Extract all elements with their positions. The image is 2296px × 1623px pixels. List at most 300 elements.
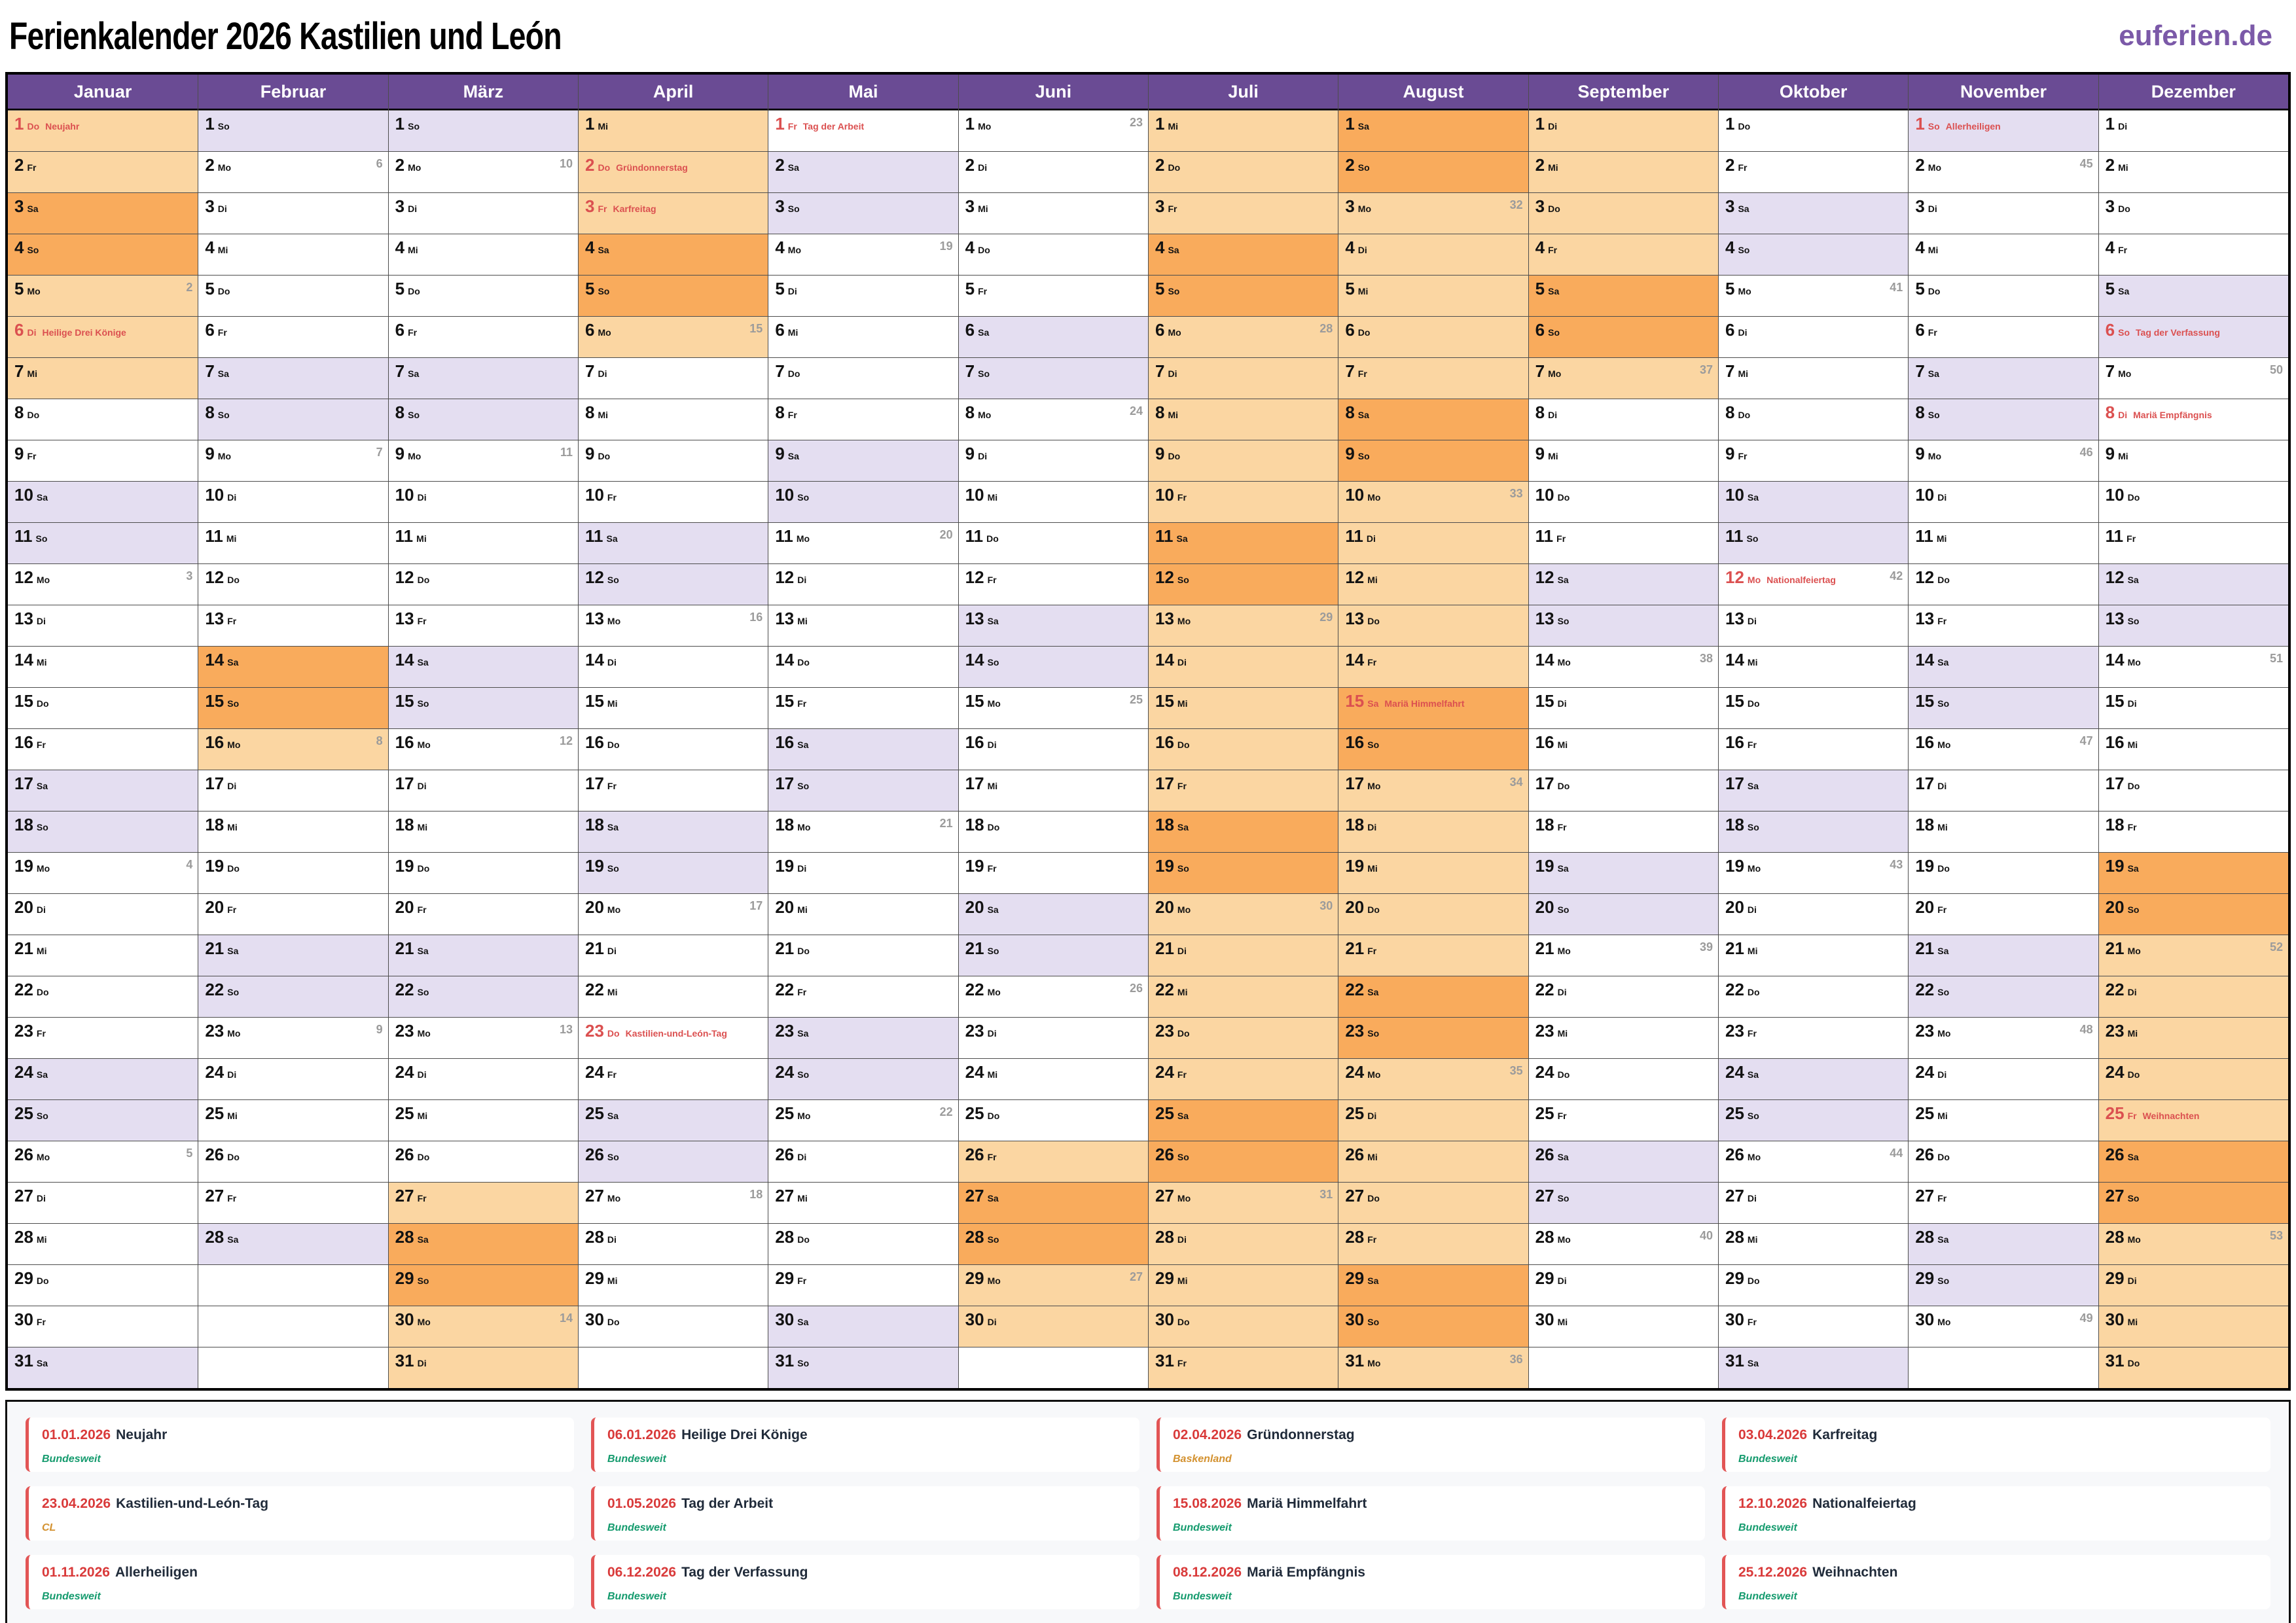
day-cell (579, 728, 768, 770)
week-number: 18 (749, 1188, 763, 1201)
day-cell (1529, 1099, 1718, 1141)
day-number: 30 (1915, 1310, 1935, 1329)
day-cell (1719, 1347, 1908, 1388)
month-column-9 (1528, 75, 1718, 1388)
day-cell (389, 1223, 578, 1264)
weekday-label: Mi (1557, 740, 1568, 750)
day-number: 28 (205, 1227, 224, 1247)
day-number: 20 (395, 897, 414, 917)
day-number: 31 (1725, 1351, 1744, 1370)
day-number: 12 (1915, 567, 1935, 587)
weekday-label: Sa (987, 1193, 999, 1204)
day-cell (1909, 770, 2098, 811)
weekday-label: Do (2127, 1358, 2140, 1368)
day-number: 27 (1915, 1186, 1935, 1205)
day-number: 19 (2105, 856, 2125, 876)
day-cell (1719, 605, 1908, 646)
weekday-label: Mo (598, 327, 611, 338)
weekday-label: Do (227, 575, 240, 585)
day-cell (959, 1306, 1148, 1347)
day-cell (2099, 1347, 2288, 1388)
weekday-label: Mo (1367, 781, 1381, 791)
day-cell (8, 976, 198, 1017)
day-cell (198, 1017, 387, 1058)
day-number: 24 (1725, 1062, 1744, 1082)
day-cell (1719, 1058, 1908, 1099)
day-cell (579, 605, 768, 646)
day-number: 26 (1915, 1145, 1935, 1164)
day-cell (1149, 687, 1338, 728)
day-number: 28 (585, 1227, 604, 1247)
day-cell (1529, 275, 1718, 316)
day-cell (1338, 481, 1528, 522)
day-cell (8, 440, 198, 481)
weekday-label: So (1177, 1152, 1189, 1162)
day-number: 6 (1345, 320, 1355, 340)
day-number: 23 (1915, 1021, 1935, 1041)
day-cell (8, 399, 198, 440)
week-number: 43 (1890, 858, 1903, 871)
weekday-label: So (1928, 410, 1940, 420)
day-number: 17 (585, 774, 604, 793)
day-cell (198, 1306, 387, 1347)
day-number: 19 (585, 856, 604, 876)
day-cell (1529, 316, 1718, 357)
day-cell (389, 728, 578, 770)
day-cell (1338, 893, 1528, 935)
weekday-label: Sa (787, 451, 799, 461)
weekday-label: Sa (1367, 1275, 1379, 1286)
day-cell (1719, 481, 1908, 522)
day-cell (2099, 605, 2288, 646)
week-number: 34 (1509, 776, 1523, 789)
weekday-label: Do (1168, 162, 1181, 173)
weekday-label: So (787, 204, 800, 214)
weekday-label: Mi (417, 1111, 428, 1121)
day-cell (1529, 646, 1718, 687)
weekday-label: Mo (987, 1275, 1001, 1286)
day-number: 2 (2105, 155, 2115, 175)
weekday-label: Sa (227, 1234, 239, 1245)
day-number: 15 (14, 691, 33, 711)
brand-logo-link[interactable]: euferien.de (2119, 20, 2272, 52)
day-number: 24 (775, 1062, 795, 1082)
day-cell (198, 316, 387, 357)
day-number: 18 (205, 815, 224, 834)
weekday-label: Mo (1367, 1358, 1381, 1368)
day-number: 26 (1345, 1145, 1365, 1164)
weekday-label: Do (217, 286, 230, 296)
day-cell (1719, 275, 1908, 316)
day-number: 21 (1155, 938, 1174, 958)
holiday-label: Tag der Arbeit (802, 121, 865, 132)
weekday-label: Mo (1548, 368, 1562, 379)
weekday-label: Di (1548, 121, 1558, 132)
weekday-label: Di (1177, 657, 1187, 668)
day-number: 12 (205, 567, 224, 587)
month-header: Mai (768, 75, 958, 110)
weekday-label: Mi (2127, 1028, 2138, 1039)
weekday-label: So (227, 987, 240, 997)
day-cell (959, 316, 1148, 357)
weekday-label: Mi (36, 1234, 47, 1245)
day-number: 16 (585, 732, 604, 752)
weekday-label: Mi (1738, 368, 1749, 379)
day-cell (579, 151, 768, 192)
week-number: 27 (1129, 1270, 1143, 1283)
day-number: 18 (965, 815, 984, 834)
day-cell (389, 976, 578, 1017)
holiday-legend (5, 1400, 2291, 1623)
day-number: 11 (205, 526, 223, 546)
weekday-label: Mi (1928, 245, 1939, 255)
weekday-label: Do (227, 863, 240, 874)
day-number: 27 (1345, 1186, 1365, 1205)
day-cell (768, 1141, 958, 1182)
day-number: 24 (2105, 1062, 2125, 1082)
weekday-label: Mi (36, 657, 47, 668)
day-number: 28 (775, 1227, 795, 1247)
day-cell (768, 605, 958, 646)
weekday-label: Mo (978, 410, 992, 420)
weekday-label: Fr (1367, 946, 1377, 956)
day-cell (2099, 192, 2288, 234)
day-cell (1909, 811, 2098, 852)
day-cell (959, 440, 1148, 481)
day-number: 15 (1725, 691, 1744, 711)
month-column-12 (2098, 75, 2288, 1388)
weekday-label: Di (1548, 410, 1558, 420)
weekday-label: So (1937, 698, 1950, 709)
weekday-label: So (797, 1358, 810, 1368)
weekday-label: Mi (27, 368, 38, 379)
day-cell (1338, 234, 1528, 275)
weekday-label: Fr (1738, 451, 1748, 461)
day-cell (8, 151, 198, 192)
day-cell (198, 440, 387, 481)
week-number: 31 (1319, 1188, 1333, 1201)
weekday-label: Mi (787, 327, 798, 338)
week-number: 25 (1129, 693, 1143, 706)
weekday-label: So (417, 698, 429, 709)
day-cell (1719, 357, 1908, 399)
day-number: 3 (395, 196, 405, 216)
day-cell (198, 852, 387, 893)
week-number: 4 (186, 858, 193, 871)
day-number: 3 (1155, 196, 1165, 216)
day-cell (1909, 1058, 2098, 1099)
weekday-label: Di (1928, 204, 1937, 214)
day-cell (1338, 1058, 1528, 1099)
day-number: 11 (2105, 526, 2124, 546)
top-bar (0, 0, 2296, 72)
week-number: 39 (1699, 940, 1713, 954)
weekday-label: So (978, 368, 990, 379)
legend-holiday-name: Kastilien-und-León-Tag (116, 1496, 269, 1511)
day-cell (389, 481, 578, 522)
day-cell (579, 110, 768, 151)
day-cell (1529, 1058, 1718, 1099)
weekday-label: Mi (416, 533, 427, 544)
weekday-label: So (2127, 1193, 2140, 1204)
day-number: 11 (1725, 526, 1744, 546)
day-number: 24 (585, 1062, 604, 1082)
day-number: 16 (2105, 732, 2125, 752)
day-number: 7 (14, 361, 24, 381)
weekday-label: Do (1367, 616, 1380, 626)
day-cell (1719, 770, 1908, 811)
week-number: 49 (2079, 1311, 2093, 1325)
day-number: 15 (1155, 691, 1174, 711)
day-number: 20 (585, 897, 604, 917)
weekday-label: So (2127, 616, 2140, 626)
day-number: 15 (1915, 691, 1935, 711)
day-cell (579, 646, 768, 687)
day-cell (579, 1264, 768, 1306)
day-cell (1909, 1223, 2098, 1264)
legend-holiday-name: Neujahr (116, 1427, 168, 1442)
day-number: 27 (775, 1186, 795, 1205)
day-cell (1909, 399, 2098, 440)
legend-date: 06.01.2026 (607, 1427, 677, 1442)
day-cell (2099, 110, 2288, 151)
weekday-label: Sa (1937, 657, 1949, 668)
day-number: 23 (1535, 1021, 1554, 1041)
day-number: 28 (1535, 1227, 1554, 1247)
day-number: 14 (775, 650, 795, 669)
day-cell (1529, 399, 1718, 440)
weekday-label: Sa (2127, 863, 2139, 874)
weekday-label: Mi (1357, 286, 1369, 296)
day-number: 2 (14, 155, 24, 175)
day-cell (959, 481, 1148, 522)
day-cell (1719, 1306, 1908, 1347)
day-cell (579, 1306, 768, 1347)
day-number: 17 (14, 774, 33, 793)
day-cell (768, 481, 958, 522)
day-number: 2 (585, 155, 595, 175)
legend-item (26, 1418, 574, 1472)
weekday-label: Di (797, 863, 807, 874)
month-column-6 (958, 75, 1148, 1388)
weekday-label: Mo (1557, 657, 1571, 668)
day-cell (959, 357, 1148, 399)
weekday-label: Fr (1548, 245, 1558, 255)
day-number: 14 (14, 650, 33, 669)
day-number: 26 (585, 1145, 604, 1164)
weekday-label: Di (797, 575, 807, 585)
weekday-label: Mo (1557, 946, 1571, 956)
day-number: 24 (395, 1062, 414, 1082)
weekday-label: Mo (987, 987, 1001, 997)
day-cell (1909, 192, 2098, 234)
day-cell (8, 563, 198, 605)
legend-item (1722, 1486, 2270, 1541)
day-cell (1338, 522, 1528, 563)
day-cell (1719, 522, 1908, 563)
weekday-label: Mo (607, 904, 621, 915)
day-number: 21 (1345, 938, 1365, 958)
day-number: 29 (395, 1268, 414, 1288)
weekday-label: So (417, 1275, 429, 1286)
day-number: 12 (585, 567, 604, 587)
weekday-label: Fr (1367, 1234, 1377, 1245)
day-cell (1338, 1182, 1528, 1223)
weekday-label: Sa (598, 245, 609, 255)
day-cell (1149, 1264, 1338, 1306)
weekday-label: So (607, 1152, 619, 1162)
weekday-label: Do (2127, 1069, 2140, 1080)
day-number: 12 (1535, 567, 1554, 587)
day-cell (2099, 357, 2288, 399)
weekday-label: Do (607, 1317, 620, 1327)
weekday-label: Do (1937, 1152, 1950, 1162)
day-cell (198, 935, 387, 976)
day-number: 21 (965, 938, 984, 958)
weekday-label: So (1928, 121, 1940, 132)
day-number: 10 (1915, 485, 1935, 505)
legend-region: Bundesweit (1738, 1591, 1797, 1602)
weekday-label: Di (417, 1358, 427, 1368)
day-number: 19 (1155, 856, 1174, 876)
day-cell (389, 1347, 578, 1388)
day-cell (579, 440, 768, 481)
weekday-label: Mo (217, 451, 232, 461)
day-cell (959, 687, 1148, 728)
weekday-label: Do (2127, 781, 2140, 791)
day-number: 5 (1915, 279, 1925, 298)
weekday-label: Mi (2127, 740, 2138, 750)
month-header: Oktober (1719, 75, 1908, 110)
day-number: 4 (395, 238, 405, 257)
day-number: 9 (1915, 444, 1925, 463)
day-number: 26 (2105, 1145, 2125, 1164)
day-cell (959, 1347, 1148, 1388)
weekday-label: Mo (2118, 368, 2132, 379)
week-number: 15 (749, 322, 763, 335)
day-cell (389, 440, 578, 481)
weekday-label: Mo (417, 1317, 431, 1327)
weekday-label: Mi (36, 946, 47, 956)
day-cell (959, 770, 1148, 811)
legend-item (1722, 1418, 2270, 1472)
day-cell (1338, 935, 1528, 976)
legend-holiday-name: Weihnachten (1812, 1565, 1898, 1580)
day-cell (389, 1017, 578, 1058)
day-number: 4 (965, 238, 975, 257)
weekday-label: Sa (1747, 1358, 1759, 1368)
week-number: 12 (559, 734, 573, 747)
weekday-label: Di (227, 492, 237, 503)
month-column-1 (8, 75, 198, 1388)
day-cell (1909, 646, 2098, 687)
day-cell (1909, 1347, 2098, 1388)
day-cell (389, 646, 578, 687)
legend-holiday-name: Tag der Verfassung (681, 1565, 808, 1580)
day-cell (2099, 852, 2288, 893)
week-number: 10 (559, 157, 573, 170)
weekday-label: Fr (417, 616, 427, 626)
legend-date: 01.05.2026 (607, 1496, 677, 1511)
day-number: 11 (1155, 526, 1174, 546)
day-cell (1719, 399, 1908, 440)
day-cell (1149, 770, 1338, 811)
weekday-label: Mo (227, 1028, 241, 1039)
day-cell (768, 976, 958, 1017)
weekday-label: Do (1557, 492, 1570, 503)
legend-region: Bundesweit (1173, 1522, 1232, 1533)
day-number: 25 (1725, 1103, 1744, 1123)
weekday-label: Sa (1928, 368, 1939, 379)
weekday-label: Sa (607, 1111, 619, 1121)
day-cell (1338, 316, 1528, 357)
day-number: 22 (1155, 980, 1174, 999)
day-number: 20 (1915, 897, 1935, 917)
legend-region: Baskenland (1173, 1454, 1232, 1465)
weekday-label: Sa (417, 657, 429, 668)
day-cell (1149, 646, 1338, 687)
day-cell (1338, 1099, 1528, 1141)
weekday-label: Sa (606, 533, 618, 544)
day-number: 25 (585, 1103, 604, 1123)
day-cell (198, 811, 387, 852)
weekday-label: Do (1738, 121, 1751, 132)
weekday-label: Fr (2127, 1111, 2137, 1121)
weekday-label: So (607, 863, 619, 874)
day-cell (768, 192, 958, 234)
day-cell (2099, 1264, 2288, 1306)
day-cell (1529, 605, 1718, 646)
day-number: 30 (585, 1310, 604, 1329)
day-cell (579, 1182, 768, 1223)
day-number: 12 (965, 567, 984, 587)
day-number: 12 (2105, 567, 2125, 587)
holiday-label: Karfreitag (613, 204, 656, 214)
legend-region: Bundesweit (607, 1454, 666, 1465)
day-number: 6 (965, 320, 975, 340)
day-cell (198, 770, 387, 811)
day-number: 17 (1155, 774, 1174, 793)
day-cell (1529, 728, 1718, 770)
weekday-label: Mi (1168, 410, 1179, 420)
day-cell (198, 110, 387, 151)
day-cell (579, 316, 768, 357)
day-cell (768, 687, 958, 728)
day-number: 17 (2105, 774, 2125, 793)
day-cell (2099, 770, 2288, 811)
day-cell (959, 1099, 1148, 1141)
day-cell (959, 192, 1148, 234)
day-number: 13 (2105, 609, 2125, 628)
weekday-label: Di (1177, 1234, 1187, 1245)
weekday-label: Mo (796, 533, 810, 544)
day-number: 27 (1535, 1186, 1554, 1205)
weekday-label: So (1367, 740, 1380, 750)
legend-item (1722, 1555, 2270, 1609)
weekday-label: Mo (1177, 1193, 1191, 1204)
day-cell (959, 976, 1148, 1017)
day-number: 21 (1535, 938, 1554, 958)
day-number: 16 (1155, 732, 1174, 752)
holiday-label: Kastilien-und-León-Tag (625, 1028, 727, 1039)
week-number: 47 (2079, 734, 2093, 747)
day-number: 8 (1155, 402, 1165, 422)
week-number: 40 (1699, 1229, 1713, 1242)
day-cell (8, 316, 198, 357)
weekday-label: Mi (417, 822, 428, 832)
day-cell (389, 151, 578, 192)
weekday-label: Mo (1937, 1028, 1951, 1039)
